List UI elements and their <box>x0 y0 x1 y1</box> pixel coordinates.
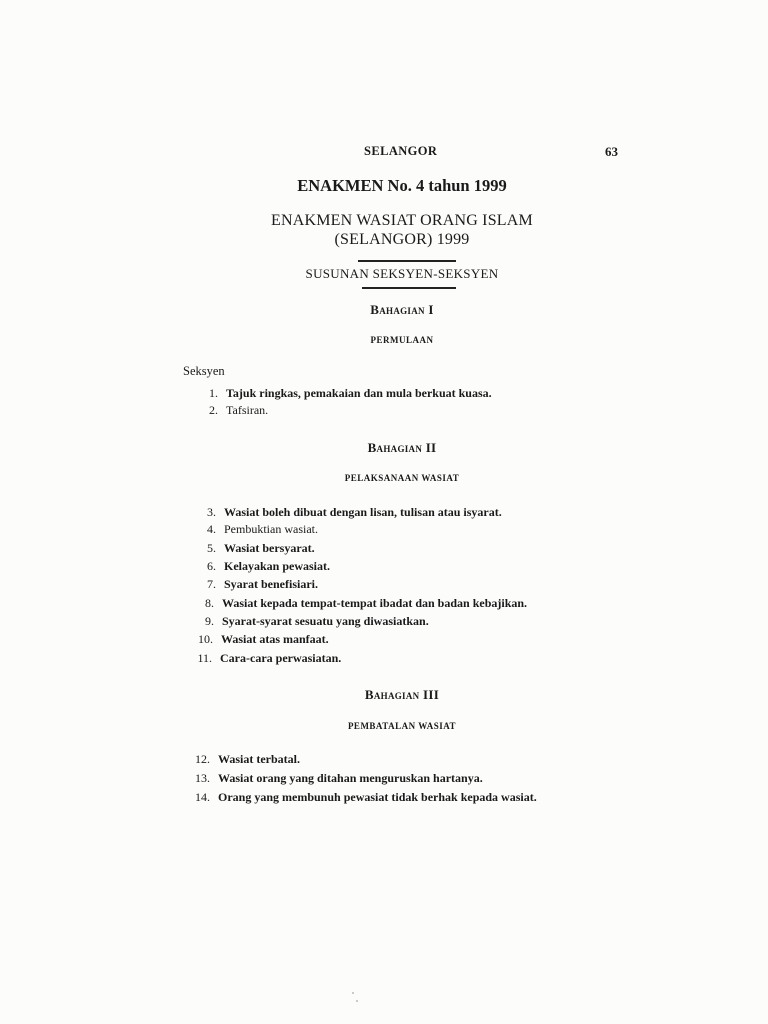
section-number: 6. <box>207 559 216 573</box>
section-number: 11. <box>197 651 212 665</box>
section-title: Wasiat bersyarat. <box>224 541 315 555</box>
part-3-heading: Bahagian III <box>364 687 440 702</box>
section-title: Pembuktian wasiat. <box>224 522 318 536</box>
enactment-title-line-1: ENAKMEN WASIAT ORANG ISLAM <box>271 212 533 229</box>
section-number: 9. <box>205 614 214 628</box>
part-1-subheading: PERMULAAN <box>370 335 434 345</box>
section-title: Wasiat boleh dibuat dengan lisan, tulisan atau isyarat. <box>224 505 502 519</box>
enactment-title-line-2: (SELANGOR) 1999 <box>334 231 470 248</box>
part-1-heading: Bahagian I <box>370 302 434 317</box>
section-number: 13. <box>195 771 210 785</box>
part-2-heading: Bahagian II <box>367 440 437 455</box>
section-number: 2. <box>209 403 218 417</box>
section-title: Orang yang membunuh pewasiat tidak berhak kepada wasiat. <box>218 790 537 804</box>
section-number: 10. <box>198 632 213 646</box>
enactment-number: ENAKMEN No. 4 tahun 1999 <box>297 176 507 195</box>
running-head: SELANGOR <box>364 144 438 158</box>
section-title: Syarat-syarat sesuatu yang diwasiatkan. <box>222 614 429 628</box>
rule-below-arrangement <box>362 287 456 289</box>
section-title: Syarat benefisiari. <box>224 577 318 591</box>
section-title: Tafsiran. <box>226 403 269 417</box>
section-number: 3. <box>207 505 216 519</box>
section-number: 7. <box>207 577 216 591</box>
section-title: Wasiat terbatal. <box>218 752 300 766</box>
section-number: 1. <box>209 386 218 400</box>
section-title: Cara-cara perwasiatan. <box>220 651 342 665</box>
arrangement-heading: SUSUNAN SEKSYEN-SEKSYEN <box>305 266 499 281</box>
section-number: 5. <box>207 541 216 555</box>
part-2-subheading: PELAKSANAAN WASIAT <box>344 473 460 483</box>
section-number: 14. <box>195 790 210 804</box>
section-column-label: Seksyen <box>183 364 225 378</box>
section-title: Tajuk ringkas, pemakaian dan mula berkuat kuasa. <box>226 386 492 400</box>
rule-above-arrangement <box>358 260 456 262</box>
page-number: 63 <box>605 144 618 159</box>
section-title: Wasiat kepada tempat-tempat ibadat dan badan kebajikan. <box>222 596 528 610</box>
section-number: 4. <box>207 522 216 536</box>
section-number: 12. <box>195 752 210 766</box>
section-title: Kelayakan pewasiat. <box>224 559 331 573</box>
part-3-subheading: PEMBATALAN WASIAT <box>347 721 457 731</box>
section-number: 8. <box>205 596 214 610</box>
section-title: Wasiat atas manfaat. <box>221 632 329 646</box>
scan-speck <box>356 1000 358 1002</box>
section-title: Wasiat orang yang ditahan menguruskan hartanya. <box>218 771 483 785</box>
scan-speck <box>352 992 354 994</box>
